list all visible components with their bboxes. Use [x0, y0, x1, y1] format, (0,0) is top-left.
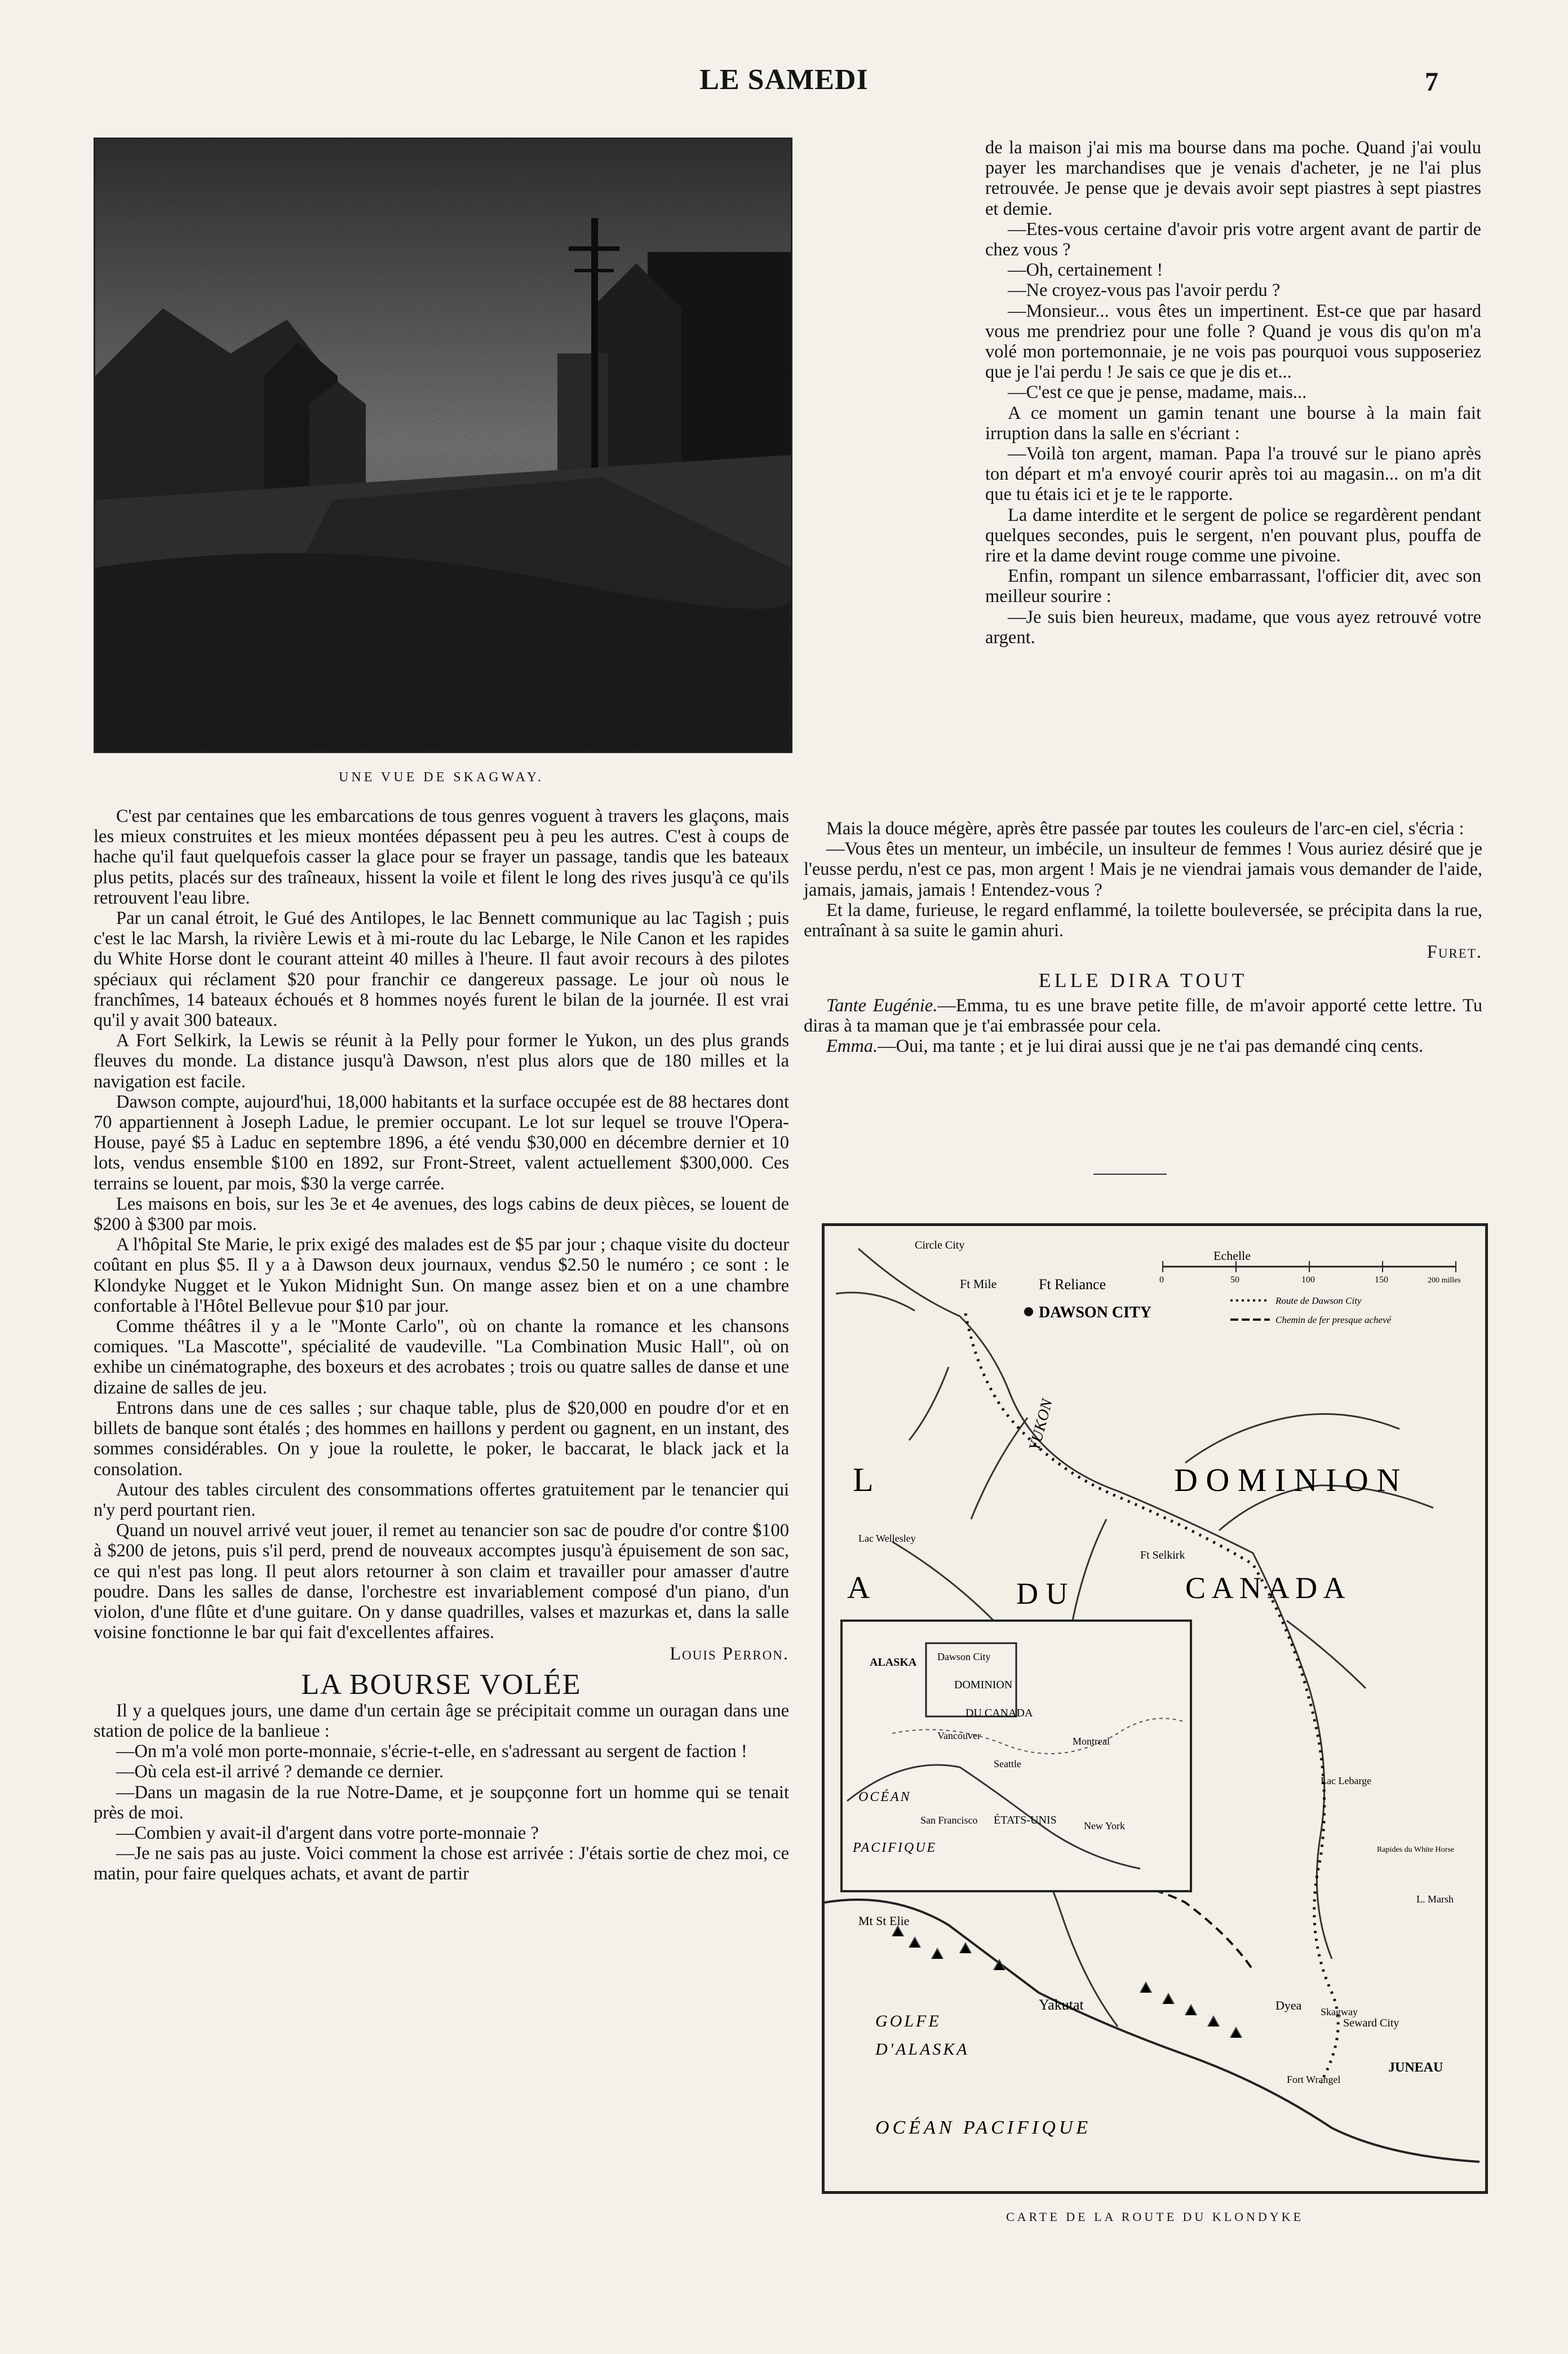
story1-paragraph: —Où cela est-il arrivé ? demande ce dernier.	[116, 1762, 444, 1782]
label-circle-city: Circle City	[915, 1239, 965, 1251]
label-l: L	[853, 1461, 874, 1498]
label-dyea: Dyea	[1275, 1998, 1302, 2012]
page-header-title: LE SAMEDI	[699, 64, 869, 96]
scale-tick: 0	[1159, 1275, 1164, 1285]
speaker-name: Tante Eugénie.	[826, 995, 938, 1016]
scale-tick: 150	[1375, 1275, 1388, 1285]
wide-paragraph: —Vous êtes un menteur, un imbécile, un insulteur de femmes ! Vous auriez désiré que je l'eusse perdu, n'est ce pas, mon argent ! Mais je ne viendrai jamais vous demander de l'aide, jamais, jamais, jamais ! Entendez-vous ?	[804, 839, 1482, 900]
legend-scale-label: Echelle	[1213, 1249, 1251, 1263]
left-paragraph: Comme théâtres il y a le "Monte Carlo", où on chante la romance et les chansons comiques. "La Mascotte", spécialité de vaudeville. "La Combination Music Hall", où on exhibe un cinématographe, des boxeurs et des acrobates ; trois ou quatre salles de danse et une dizaine de salles de jeu.	[94, 1316, 789, 1398]
label-lac-wellesley: Lac Wellesley	[858, 1533, 916, 1544]
inset-dominion: DOMINION	[954, 1679, 1013, 1691]
inset-alaska: ALASKA	[870, 1656, 917, 1669]
label-ocean-pacifique: OCÉAN PACIFIQUE	[875, 2117, 1092, 2138]
label-marsh: L. Marsh	[1416, 1893, 1454, 1905]
inset-dawson: Dawson City	[937, 1651, 991, 1662]
label-mt-st-elie: Mt St Elie	[858, 1914, 910, 1928]
label-a: A	[847, 1570, 870, 1605]
klondyke-route-map	[822, 1223, 1488, 2194]
right-paragraph: A ce moment un gamin tenant une bourse à la main fait irruption dans la salle en s'écriant :	[985, 402, 1481, 444]
wide-story-block	[804, 818, 1482, 1056]
scale-tick: 100	[1301, 1275, 1315, 1285]
label-dominion: D O M I N I O N	[1174, 1462, 1401, 1498]
right-paragraph: La dame interdite et le sergent de police se regardèrent pendant quelques secondes, puis le sergent, n'en pouvant plus, pouffa de rire et la dame devint rouge comme une pivoine.	[985, 505, 1481, 567]
left-paragraph: Par un canal étroit, le Gué des Antilopes, le lac Bennett communique au lac Tagish ; puis c'est le lac Marsh, la rivière Lewis et à mi-route du lac Lebarge, le Nile Canon et les rapides du White Horse dont le courant atteint 40 milles à l'heure. Il faut avoir recours à des pilotes spéciaux qui réclament $20 pour franchir ce dangereux passage. Le jour où nous le franchîmes, 14 bateaux échoués et 8 hommes noyés furent le bilan de la journée. Il est vrai qu'il y avait 300 bateaux.	[94, 908, 789, 1031]
label-du: D U	[1016, 1577, 1068, 1610]
dialogue-text: —Emma, tu es une brave petite fille, de m'avoir apporté cette lettre. Tu diras à ta maman que je t'ai embrassée pour cela.	[804, 995, 1482, 1036]
label-yukon: YUKON	[1025, 1397, 1056, 1453]
author-signature: Furet.	[1427, 942, 1482, 963]
dialogue-line	[804, 1036, 1482, 1056]
inset-vancouver: Vancouver	[937, 1730, 981, 1741]
right-paragraph: de la maison j'ai mis ma bourse dans ma poche. Quand j'ai voulu payer les marchandises que je venais d'acheter, je ne l'ai plus retrouvée. Je pense que je devais avoir sept piastres à sept piastres et demie.	[985, 138, 1481, 219]
story1-paragraph: —On m'a volé mon porte-monnaie, s'écrie-t-elle, en s'adressant au sergent de faction !	[116, 1741, 747, 1762]
story-heading-bourse: LA BOURSE VOLÉE	[301, 1668, 582, 1701]
label-ft-mile: Ft Mile	[960, 1277, 997, 1291]
left-paragraph: Les maisons en bois, sur les 3e et 4e avenues, des logs cabins de deux pièces, se louent de $200 à $300 par mois.	[94, 1193, 789, 1235]
label-yakutat: Yakutat	[1039, 1997, 1084, 2013]
story1-paragraph: —Je ne sais pas au juste. Voici comment la chose est arrivée : J'étais sortie de chez moi, ce matin, pour faire quelques achats, et avant de partir	[94, 1843, 789, 1884]
left-paragraph: A Fort Selkirk, la Lewis se réunit à la Pelly pour former le Yukon, un des plus grands fleuves du monde. La distance jusqu'à Dawson, n'est plus alors que de 180 milles et la navigation est facile.	[94, 1030, 789, 1092]
scale-tick: 50	[1230, 1275, 1239, 1285]
inset-seattle: Seattle	[994, 1758, 1021, 1769]
right-paragraph: —Ne croyez-vous pas l'avoir perdu ?	[1008, 280, 1281, 301]
right-column-story	[985, 138, 1481, 648]
label-white-horse: Rapides du White Horse	[1377, 1846, 1454, 1854]
label-fort-wrangel: Fort Wrangel	[1287, 2074, 1341, 2085]
scale-tick: 200 milles	[1428, 1276, 1461, 1285]
right-paragraph: —Etes-vous certaine d'avoir pris votre argent avant de partir de chez vous ?	[985, 219, 1481, 260]
inset-pacifique: PACIFIQUE	[853, 1840, 937, 1855]
wide-paragraph: Mais la douce mégère, après être passée par toutes les couleurs de l'arc-en ciel, s'écria :	[826, 818, 1464, 839]
right-paragraph: —Oh, certainement !	[1008, 260, 1163, 281]
story-heading-elle-dira-tout: ELLE DIRA TOUT	[1038, 969, 1248, 992]
inset-ocean: OCÉAN	[858, 1790, 911, 1804]
story1-paragraph: Il y a quelques jours, une dame d'un certain âge se précipitait comme un ouragan dans une station de police de la banlieue :	[94, 1700, 789, 1741]
photo-caption: UNE VUE DE SKAGWAY.	[339, 770, 544, 785]
left-paragraph: Autour des tables circulent des consommations offertes gratuitement par le tenancier qui n'y perd pourtant rien.	[94, 1479, 789, 1520]
label-juneau: JUNEAU	[1388, 2060, 1443, 2075]
story1-paragraph: —Combien y avait-il d'argent dans votre porte-monnaie ?	[116, 1822, 539, 1843]
right-paragraph: —Monsieur... vous êtes un impertinent. Est-ce que par hasard vous me prendriez pour une folle ? Quand je vous dis qu'on m'a volé mon portemonnaie, je ne vois pas pourquoi vous supposeriez que je l'ai perdu ! Je sais ce que je dis et...	[985, 300, 1481, 383]
label-selkirk: Ft Selkirk	[1140, 1549, 1185, 1561]
inset-san-francisco: San Francisco	[920, 1815, 978, 1826]
map-legend	[1159, 1249, 1461, 1325]
author-signature: Louis Perron.	[670, 1644, 789, 1665]
section-divider	[1093, 1174, 1167, 1175]
left-paragraph: C'est par centaines que les embarcations de tous genres voguent à travers les glaçons, mais les mieux construites et les mieux montées dépassent peu à peu les autres. C'est à coups de hache qu'il faut quelquefois casser la glace pour se frayer un passage, tandis que les bateaux plus petits, placés sur des traîneaux, hissent la voile et filent le long des rives jusqu'à ce qu'ils retrouvent l'eau libre.	[94, 806, 789, 908]
label-ft-reliance: Ft Reliance	[1039, 1276, 1106, 1293]
page-number: 7	[1425, 67, 1438, 97]
dialogue-line	[804, 995, 1482, 1036]
label-gulf-alaska: D'ALASKA	[875, 2040, 969, 2059]
inset-du-canada: DU CANADA	[965, 1707, 1033, 1719]
mountains	[892, 1926, 1242, 2038]
label-seward: Seward City	[1343, 2017, 1399, 2029]
legend-route1: Route de Dawson City	[1275, 1295, 1362, 1306]
inset-map	[841, 1621, 1191, 1891]
left-column-article	[94, 806, 789, 1884]
right-paragraph: —Voilà ton argent, maman. Papa l'a trouvé sur le piano après ton départ et m'a envoyé courir après toi au magasin... on m'a dit que tu étais ici et je te le rapporte.	[985, 444, 1481, 505]
inset-etats-unis: ÉTATS-UNIS	[994, 1814, 1057, 1826]
left-paragraph: Quand un nouvel arrivé veut jouer, il remet au tenancier son sac de poudre d'or contre $100 à $200 de jetons, puis s'il perd, prend de nouveaux accomptes jusqu'à épuisement de son sac, ce qui n'est pas long. Il peut alors retourner à son claim et travailler pour amasser d'autre poudre. Dans les salles de danse, l'orchestre est invariablement composé d'un piano, d'un violon, d'une flûte et d'une guitare. On y danse quadrilles, valses et mazurkas et, dans la salle voisine fonctionne le bar qui fait d'excellentes affaires.	[94, 1520, 789, 1643]
inset-new-york: New York	[1084, 1820, 1126, 1831]
skagway-photo	[94, 138, 792, 753]
left-paragraph: Dawson compte, aujourd'hui, 18,000 habitants et la surface occupée est de 88 hectares dont 70 appartiennent à Joseph Ladue, le premier occupant. Le lot sur lequel se trouve l'Opera-House, payé $5 à Laduc en septembre 1896, a été vendu $30,000 en décembre dernier et 10 lots, vendus ensemble $100 en 1892, sur Front-Street, valent actuellement $300,000. Ces terrains se louent, par mois, $30 la verge carrée.	[94, 1091, 789, 1194]
speaker-name: Emma.	[826, 1036, 878, 1057]
left-paragraph: A l'hôpital Ste Marie, le prix exigé des malades est de $5 par jour ; chaque visite du docteur coûtant en plus $5. Il y a à Dawson deux journaux, vendus $2.50 le numéro ; ce sont : le Klondyke Nugget et le Yukon Midnight Sun. On mange assez bien et on a une chambre confortable à l'Hôtel Bellevue pour $10 par jour.	[94, 1234, 789, 1316]
left-paragraph: Entrons dans une de ces salles ; sur chaque table, plus de $20,000 en poudre d'or et en billets de banque sont étalés ; des hommes en haillons y perdent ou gagnent, en un instant, des sommes considérables. On y joue la roulette, le poker, le baccarat, le black jack et la consolation.	[94, 1397, 789, 1480]
label-skagway: Skagway	[1321, 2006, 1358, 2017]
map-caption: CARTE DE LA ROUTE DU KLONDYKE	[1006, 2210, 1304, 2224]
label-lebarge: Lac Lebarge	[1321, 1775, 1372, 1786]
railway-line	[1039, 1882, 1253, 1970]
story1-paragraph: —Dans un magasin de la rue Notre-Dame, et je soupçonne fort un homme qui se tenait près de moi.	[94, 1782, 789, 1823]
label-canada: C A N A D A	[1185, 1571, 1345, 1605]
right-paragraph: Enfin, rompant un silence embarrassant, l'officier dit, avec son meilleur sourire :	[985, 566, 1481, 607]
dialogue-text: —Oui, ma tante ; et je lui dirai aussi que je ne t'ai pas demandé cinq cents.	[878, 1036, 1424, 1057]
label-dawson-city: DAWSON CITY	[1039, 1304, 1151, 1321]
label-golfe: GOLFE	[875, 2012, 941, 2030]
right-paragraph: —C'est ce que je pense, madame, mais...	[1008, 382, 1307, 403]
inset-montreal: Montreal	[1073, 1736, 1110, 1747]
legend-route2: Chemin de fer presque achevé	[1275, 1315, 1392, 1325]
right-paragraph: —Je suis bien heureux, madame, que vous ayez retrouvé votre argent.	[985, 607, 1481, 648]
wide-paragraph: Et la dame, furieuse, le regard enflammé, la toilette bouleversée, se précipita dans la rue, entraînant à sa suite le gamin ahuri.	[804, 900, 1482, 941]
